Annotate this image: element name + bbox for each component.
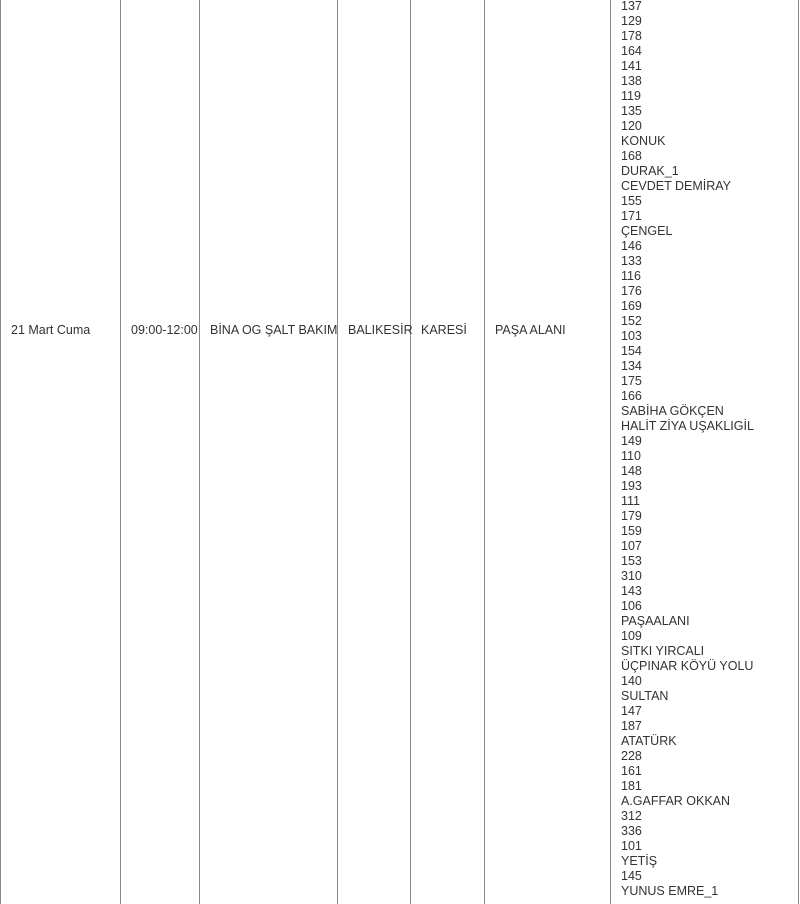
street-item: 106 xyxy=(621,599,642,613)
date-cell: 21 Mart Cuma xyxy=(11,323,91,337)
street-item: 153 xyxy=(621,554,642,568)
street-item: 155 xyxy=(621,194,642,208)
street-item: KONUK xyxy=(621,134,666,148)
street-item: 107 xyxy=(621,539,642,553)
street-item: 166 xyxy=(621,389,642,403)
column-divider xyxy=(199,0,200,904)
street-item: 312 xyxy=(621,809,642,823)
street-item: 137 xyxy=(621,0,642,13)
street-list xyxy=(621,0,797,899)
column-divider xyxy=(120,0,121,904)
street-item: 164 xyxy=(621,44,642,58)
street-item: 148 xyxy=(621,464,642,478)
column-divider xyxy=(484,0,485,904)
street-item: 176 xyxy=(621,284,642,298)
column-divider xyxy=(610,0,611,904)
street-item: 135 xyxy=(621,104,642,118)
street-item: 228 xyxy=(621,749,642,763)
street-item: 152 xyxy=(621,314,642,328)
district-cell: KARESİ xyxy=(421,323,467,337)
time-cell: 09:00-12:00 xyxy=(131,323,198,337)
street-item: 159 xyxy=(621,524,642,538)
city-cell: BALIKESİR xyxy=(348,323,413,337)
street-item: 145 xyxy=(621,869,642,883)
column-divider xyxy=(337,0,338,904)
street-item: 109 xyxy=(621,629,642,643)
street-item: 149 xyxy=(621,434,642,448)
street-item: 129 xyxy=(621,14,642,28)
street-item: DURAK_1 xyxy=(621,164,679,178)
street-item: 110 xyxy=(621,449,641,463)
street-item: ATATÜRK xyxy=(621,734,677,748)
street-item: 134 xyxy=(621,359,642,373)
street-item: CEVDET DEMİRAY xyxy=(621,179,731,193)
street-item: YUNUS EMRE_1 xyxy=(621,884,719,898)
street-item: 154 xyxy=(621,344,642,358)
street-item: 120 xyxy=(621,119,642,133)
street-item: 111 xyxy=(621,494,641,508)
street-item: 193 xyxy=(621,479,642,493)
street-item: 161 xyxy=(621,764,642,778)
street-item: 116 xyxy=(621,269,641,283)
street-item: 138 xyxy=(621,74,642,88)
street-item: YETİŞ xyxy=(621,854,658,868)
street-item: SABİHA GÖKÇEN xyxy=(621,404,724,418)
street-item: 147 xyxy=(621,704,642,718)
street-item: SULTAN xyxy=(621,689,669,703)
street-item: 140 xyxy=(621,674,642,688)
street-item: 168 xyxy=(621,149,642,163)
street-item: 119 xyxy=(621,89,641,103)
street-item: A.GAFFAR OKKAN xyxy=(621,794,731,808)
street-item: 146 xyxy=(621,239,642,253)
street-item: 169 xyxy=(621,299,642,313)
street-item: HALİT ZİYA UŞAKLIGİL xyxy=(621,419,754,433)
street-item: 310 xyxy=(621,569,642,583)
street-item: ÇENGEL xyxy=(621,224,673,238)
street-item: 103 xyxy=(621,329,642,343)
street-item: 187 xyxy=(621,719,642,733)
street-item: 141 xyxy=(621,59,642,73)
street-item: 133 xyxy=(621,254,642,268)
column-divider xyxy=(410,0,411,904)
column-divider xyxy=(798,0,799,904)
street-item: 179 xyxy=(621,509,642,523)
street-item: 101 xyxy=(621,839,642,853)
street-item: 143 xyxy=(621,584,642,598)
reason-cell: BİNA OG ŞALT BAKIM xyxy=(210,323,338,337)
street-item: SITKI YIRCALI xyxy=(621,644,705,658)
street-item: 175 xyxy=(621,374,642,388)
street-item: 178 xyxy=(621,29,642,43)
street-item: PAŞAALANI xyxy=(621,614,690,628)
street-item: 336 xyxy=(621,824,642,838)
street-item: ÜÇPINAR KÖYÜ YOLU xyxy=(621,659,754,673)
street-item: 171 xyxy=(621,209,642,223)
column-divider xyxy=(0,0,1,904)
street-item: 181 xyxy=(621,779,642,793)
neighborhood-cell: PAŞA ALANI xyxy=(495,323,566,337)
